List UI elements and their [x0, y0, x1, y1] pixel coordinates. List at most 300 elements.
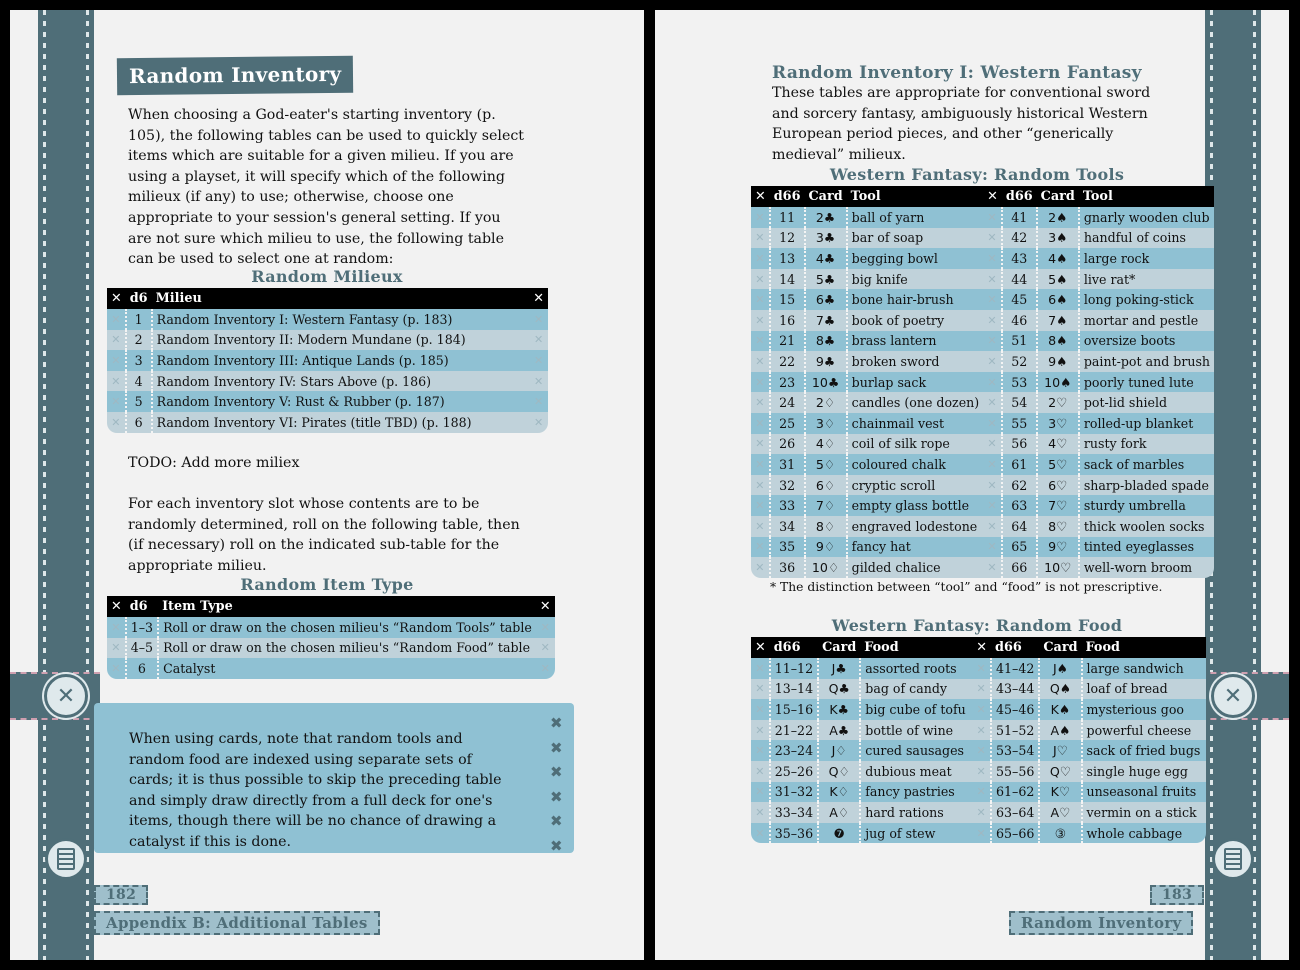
column-header-food-b: Food: [1082, 637, 1206, 658]
item-cell: broken sword: [847, 351, 984, 372]
card-cell: 3♡: [1037, 413, 1079, 434]
card-cell: 4♢: [805, 434, 847, 455]
card-cell: 5♣: [805, 269, 847, 290]
card-cell: 8♠: [1037, 331, 1079, 352]
entry-cell: Random Inventory I: Western Fantasy (p. 183): [152, 309, 530, 330]
tools-footnote: * The distinction between “tool” and “food” is not prescriptive.: [770, 580, 1163, 594]
x-icon: ✕: [751, 248, 770, 269]
table-row: [751, 454, 1214, 475]
card-cell: ③: [1039, 823, 1081, 844]
item-cell: single huge egg: [1082, 761, 1206, 782]
x-icon: ✕: [983, 289, 1002, 310]
item-type-heading: Random Item Type: [240, 575, 414, 594]
table-row: [751, 495, 1214, 516]
left-page: [10, 10, 644, 960]
card-cell: Q♢: [818, 761, 860, 782]
x-icon: ✕: [751, 495, 770, 516]
column-header-die: d6: [126, 596, 158, 617]
card-cell: 9♠: [1037, 351, 1079, 372]
item-cell: begging bowl: [847, 248, 984, 269]
card-cell: 3♣: [805, 228, 847, 249]
card-cell: K♠: [1039, 699, 1081, 720]
roll-cell: 63–64: [991, 802, 1039, 823]
column-header-tool-b: Tool: [1079, 186, 1214, 207]
x-icon: ✕: [983, 269, 1002, 290]
x-icon: ✕: [536, 596, 555, 617]
x-icon: ✕: [983, 228, 1002, 249]
x-icon: ✖: [550, 714, 563, 732]
card-cell: 7♣: [805, 310, 847, 331]
item-cell: tinted eyeglasses: [1079, 537, 1214, 558]
column-header-card-b: Card: [1037, 186, 1079, 207]
roll-cell: 14: [770, 269, 805, 290]
table-row: [751, 658, 1206, 679]
item-cell: jug of stew: [860, 823, 972, 844]
x-icon: ✕: [751, 351, 770, 372]
x-icon: ✕: [529, 412, 548, 433]
roll-cell: 1–3: [126, 617, 158, 638]
roll-cell: 41: [1002, 207, 1037, 228]
column-header-die-b: d66: [1002, 186, 1037, 207]
slot-paragraph: For each inventory slot whose contents are to be randomly determined, roll on the following table, then (if necessary) roll on the indicated sub-table for the appropriate milieu.: [128, 496, 520, 574]
entry-cell: Random Inventory II: Modern Mundane (p. 184): [152, 330, 530, 351]
roll-cell: 66: [1002, 557, 1037, 578]
roll-cell: 55: [1002, 413, 1037, 434]
table-row: [107, 309, 548, 330]
x-icon: ✕: [751, 289, 770, 310]
x-icon: ✕: [972, 658, 991, 679]
x-icon: ✕: [983, 310, 1002, 331]
x-icon: ✕: [751, 720, 770, 741]
x-icon: ✕: [751, 537, 770, 558]
card-cell: A♠: [1039, 720, 1081, 741]
item-cell: gnarly wooden club: [1079, 207, 1214, 228]
item-cell: big cube of tofu: [860, 699, 972, 720]
card-cell: 5♡: [1037, 454, 1079, 475]
column-header-milieu: Milieu: [152, 288, 530, 309]
roll-cell: 24: [770, 392, 805, 413]
column-header-card-a: Card: [805, 186, 847, 207]
table-row: [751, 740, 1206, 761]
card-cell: 8♡: [1037, 516, 1079, 537]
item-cell: powerful cheese: [1082, 720, 1206, 741]
card-cell: 9♣: [805, 351, 847, 372]
roll-cell: 12: [770, 228, 805, 249]
card-cell: 9♡: [1037, 537, 1079, 558]
column-header-card-b: Card: [1039, 637, 1081, 658]
item-cell: coil of silk rope: [847, 434, 984, 455]
table-row: [751, 823, 1206, 844]
x-icon: ✕: [751, 516, 770, 537]
card-cell: J♣: [818, 658, 860, 679]
x-icon: ✕: [972, 761, 991, 782]
item-cell: rusty fork: [1079, 434, 1214, 455]
item-cell: empty glass bottle: [847, 495, 984, 516]
item-cell: hard rations: [860, 802, 972, 823]
table-row: [751, 392, 1214, 413]
x-icon: ✕: [983, 413, 1002, 434]
x-icon: ✕: [972, 720, 991, 741]
roll-cell: 6: [126, 658, 158, 679]
x-icon: ✕: [983, 495, 1002, 516]
x-icon: ✖: [550, 836, 563, 855]
x-icon: ✕: [751, 823, 770, 844]
x-icon: ✕: [983, 392, 1002, 413]
item-type-table: [107, 596, 555, 679]
x-icon: ✕: [751, 186, 770, 207]
roll-cell: 1: [126, 309, 152, 330]
card-cell: K♢: [818, 782, 860, 803]
table-row: [751, 557, 1214, 578]
table-row: [751, 434, 1214, 455]
roll-cell: 34: [770, 516, 805, 537]
roll-cell: 63: [1002, 495, 1037, 516]
card-cell: Q♡: [1039, 761, 1081, 782]
card-cell: 4♣: [805, 248, 847, 269]
x-icon: ✕: [536, 638, 555, 659]
note-x-column: [550, 713, 566, 857]
card-cell: 4♡: [1037, 434, 1079, 455]
card-cell: 2♡: [1037, 392, 1079, 413]
roll-cell: 54: [1002, 392, 1037, 413]
item-cell: oversize boots: [1079, 331, 1214, 352]
item-cell: bar of soap: [847, 228, 984, 249]
card-cell: A♢: [818, 802, 860, 823]
item-cell: well-worn broom: [1079, 557, 1214, 578]
card-cell: A♡: [1039, 802, 1081, 823]
card-cell: 3♠: [1037, 228, 1079, 249]
section-title: Random Inventory I: Western Fantasy: [772, 63, 1142, 83]
column-header-die: d6: [126, 288, 152, 309]
roll-cell: 62: [1002, 475, 1037, 496]
x-icon: ✕: [529, 309, 548, 330]
x-icon: ✕: [751, 782, 770, 803]
x-icon: ✕: [751, 637, 770, 658]
roll-cell: 61–62: [991, 782, 1039, 803]
table-row: [107, 658, 555, 679]
column-header-tool-a: Tool: [847, 186, 984, 207]
cards-note: [94, 703, 574, 853]
x-icon: ✕: [751, 475, 770, 496]
table-row: [751, 782, 1206, 803]
card-cell: 7♢: [805, 495, 847, 516]
card-cell: 2♣: [805, 207, 847, 228]
x-icon: ✕: [107, 350, 126, 371]
x-icon: ✕: [536, 617, 555, 638]
item-cell: assorted roots: [860, 658, 972, 679]
cards-note-text: When using cards, note that random tools and random food are indexed using separate sets of cards; it is thus possible to skip the preceding table and simply draw directly from a full deck for one's items, though there will be no chance of drawing a catalyst if this is done.: [129, 731, 502, 850]
item-cell: fancy pastries: [860, 782, 972, 803]
column-header-item-type: Item Type: [158, 596, 536, 617]
entry-cell: Random Inventory III: Antique Lands (p. 185): [152, 350, 530, 371]
item-cell: book of poetry: [847, 310, 984, 331]
document-medallion-icon: [45, 838, 87, 880]
card-cell: 4♠: [1037, 248, 1079, 269]
x-icon: ✕: [107, 288, 126, 309]
food-heading: Western Fantasy: Random Food: [831, 616, 1123, 635]
table-row: [751, 720, 1206, 741]
table-row: [107, 638, 555, 659]
x-icon: ✕: [751, 331, 770, 352]
item-cell: vermin on a stick: [1082, 802, 1206, 823]
x-icon: ✕: [972, 802, 991, 823]
tools-heading: Western Fantasy: Random Tools: [829, 165, 1125, 184]
roll-cell: 21–22: [770, 720, 818, 741]
item-cell: burlap sack: [847, 372, 984, 393]
right-page: [655, 10, 1289, 960]
table-row: [751, 372, 1214, 393]
todo-text: TODO: Add more miliex: [128, 455, 300, 471]
item-cell: handful of coins: [1079, 228, 1214, 249]
roll-cell: 35–36: [770, 823, 818, 844]
roll-cell: 2: [126, 330, 152, 351]
x-icon: ✕: [983, 331, 1002, 352]
roll-cell: 16: [770, 310, 805, 331]
item-cell: mysterious goo: [1082, 699, 1206, 720]
x-icon: ✕: [751, 310, 770, 331]
item-cell: big knife: [847, 269, 984, 290]
roll-cell: 56: [1002, 434, 1037, 455]
x-icon: ✕: [107, 391, 126, 412]
item-cell: large rock: [1079, 248, 1214, 269]
roll-cell: 42: [1002, 228, 1037, 249]
roll-cell: 22: [770, 351, 805, 372]
column-header-die-b: d66: [991, 637, 1039, 658]
item-cell: whole cabbage: [1082, 823, 1206, 844]
item-cell: dubious meat: [860, 761, 972, 782]
running-footer: Random Inventory: [1009, 911, 1193, 935]
roll-cell: 15–16: [770, 699, 818, 720]
table-row: [751, 351, 1214, 372]
x-icon: ✕: [529, 350, 548, 371]
milieux-heading: Random Milieux: [251, 267, 403, 286]
x-icon: ✕: [751, 740, 770, 761]
table-row: [751, 248, 1214, 269]
table-row: [751, 761, 1206, 782]
table-row: [751, 475, 1214, 496]
x-icon: ✕: [983, 186, 1002, 207]
item-cell: large sandwich: [1082, 658, 1206, 679]
roll-cell: 53: [1002, 372, 1037, 393]
table-row: [107, 350, 548, 371]
column-header-food-a: Food: [860, 637, 972, 658]
x-icon: ✕: [751, 228, 770, 249]
roll-cell: 43–44: [991, 679, 1039, 700]
x-icon: ✕: [972, 740, 991, 761]
item-cell: sharp-bladed spade: [1079, 475, 1214, 496]
x-icon: ✕: [107, 412, 126, 433]
item-cell: chainmail vest: [847, 413, 984, 434]
item-cell: engraved lodestone: [847, 516, 984, 537]
entry-cell: Random Inventory IV: Stars Above (p. 186): [152, 371, 530, 392]
x-icon: ✕: [107, 596, 126, 617]
table-row: [751, 310, 1214, 331]
x-icon: ✕: [972, 823, 991, 844]
x-icon: ✕: [983, 351, 1002, 372]
roll-cell: 3: [126, 350, 152, 371]
table-row: [107, 330, 548, 351]
item-cell: unseasonal fruits: [1082, 782, 1206, 803]
roll-cell: 26: [770, 434, 805, 455]
card-cell: 5♢: [805, 454, 847, 475]
x-icon: ✕: [751, 679, 770, 700]
card-cell: 3♢: [805, 413, 847, 434]
table-row: [107, 371, 548, 392]
entry-cell: Catalyst: [158, 658, 536, 679]
table-row: [751, 413, 1214, 434]
x-icon: ✕: [983, 454, 1002, 475]
card-cell: 5♠: [1037, 269, 1079, 290]
roll-cell: 51–52: [991, 720, 1039, 741]
table-row: [751, 699, 1206, 720]
tools-table: [751, 186, 1214, 578]
x-icon: ✕: [983, 248, 1002, 269]
running-footer: Appendix B: Additional Tables: [94, 911, 380, 935]
x-icon: ✕: [536, 658, 555, 679]
roll-cell: 61: [1002, 454, 1037, 475]
table-row: [751, 679, 1206, 700]
item-cell: ball of yarn: [847, 207, 984, 228]
card-cell: 6♡: [1037, 475, 1079, 496]
x-icon: ✕: [529, 330, 548, 351]
x-icon: ✕: [751, 658, 770, 679]
table-row: [751, 331, 1214, 352]
card-cell: K♡: [1039, 782, 1081, 803]
x-icon: ✖: [550, 787, 563, 806]
x-icon: ✕: [751, 761, 770, 782]
x-icon: ✕: [983, 516, 1002, 537]
x-icon: ✖: [550, 738, 563, 757]
roll-cell: 6: [126, 412, 152, 433]
card-cell: 6♣: [805, 289, 847, 310]
roll-cell: 33: [770, 495, 805, 516]
roll-cell: 44: [1002, 269, 1037, 290]
entry-cell: Roll or draw on the chosen milieu's “Random Tools” table: [158, 617, 536, 638]
item-cell: thick woolen socks: [1079, 516, 1214, 537]
x-icon: ✕: [972, 637, 991, 658]
page-number: 182: [94, 885, 148, 905]
food-table: [751, 637, 1206, 843]
card-cell: Q♠: [1039, 679, 1081, 700]
x-icon: ✕: [751, 207, 770, 228]
card-cell: 10♡: [1037, 557, 1079, 578]
card-cell: A♣: [818, 720, 860, 741]
roll-cell: 65: [1002, 537, 1037, 558]
intro-paragraph: When choosing a God-eater's starting inventory (p. 105), the following tables can be used to quickly select items which are suitable for a given milieu. If you are using a playset, it will specify which of the following milieux (if any) to use; otherwise, choose one appropriate to your session's general setting. If you are not sure which milieu to use, the following table can be used to select one at random:: [128, 107, 524, 268]
x-icon: ✕: [107, 617, 126, 638]
card-cell: 7♡: [1037, 495, 1079, 516]
entry-cell: Random Inventory V: Rust & Rubber (p. 187): [152, 391, 530, 412]
x-icon: ✕: [751, 557, 770, 578]
card-cell: 8♣: [805, 331, 847, 352]
column-header-card-a: Card: [818, 637, 860, 658]
item-cell: bag of candy: [860, 679, 972, 700]
x-icon: ✕: [751, 454, 770, 475]
roll-cell: 23: [770, 372, 805, 393]
roll-cell: 53–54: [991, 740, 1039, 761]
document-medallion-icon: [1212, 838, 1254, 880]
roll-cell: 55–56: [991, 761, 1039, 782]
roll-cell: 23–24: [770, 740, 818, 761]
table-row: [751, 802, 1206, 823]
x-icon: ✕: [751, 699, 770, 720]
item-cell: cryptic scroll: [847, 475, 984, 496]
card-cell: K♣: [818, 699, 860, 720]
roll-cell: 31–32: [770, 782, 818, 803]
item-cell: bone hair-brush: [847, 289, 984, 310]
item-cell: paint-pot and brush: [1079, 351, 1214, 372]
item-cell: brass lantern: [847, 331, 984, 352]
x-icon: ✕: [529, 391, 548, 412]
x-icon: ✕: [983, 372, 1002, 393]
roll-cell: 33–34: [770, 802, 818, 823]
x-icon: ✕: [107, 371, 126, 392]
x-icon: ✕: [107, 309, 126, 330]
x-icon: ✕: [529, 371, 548, 392]
x-icon: ✕: [751, 434, 770, 455]
card-cell: J♢: [818, 740, 860, 761]
item-cell: mortar and pestle: [1079, 310, 1214, 331]
item-cell: long poking-stick: [1079, 289, 1214, 310]
x-icon: ✕: [529, 288, 548, 309]
roll-cell: 11–12: [770, 658, 818, 679]
item-cell: sack of marbles: [1079, 454, 1214, 475]
card-cell: 10♠: [1037, 372, 1079, 393]
x-icon: ✕: [751, 413, 770, 434]
roll-cell: 43: [1002, 248, 1037, 269]
card-cell: 2♠: [1037, 207, 1079, 228]
x-icon: ✕: [751, 802, 770, 823]
item-cell: candles (one dozen): [847, 392, 984, 413]
x-icon: ✖: [550, 763, 563, 782]
entry-cell: Roll or draw on the chosen milieu's “Random Food” table: [158, 638, 536, 659]
item-cell: fancy hat: [847, 537, 984, 558]
x-icon: ✖: [550, 812, 563, 831]
item-cell: loaf of bread: [1082, 679, 1206, 700]
x-icon: ✕: [107, 638, 126, 659]
card-cell: 9♢: [805, 537, 847, 558]
page-number: 183: [1150, 885, 1204, 905]
table-row: [751, 537, 1214, 558]
entry-cell: Random Inventory VI: Pirates (title TBD) (p. 188): [152, 412, 530, 433]
roll-cell: 35: [770, 537, 805, 558]
roll-cell: 4–5: [126, 638, 158, 659]
roll-cell: 45: [1002, 289, 1037, 310]
roll-cell: 5: [126, 391, 152, 412]
card-cell: 2♢: [805, 392, 847, 413]
roll-cell: 51: [1002, 331, 1037, 352]
x-icon: ✕: [972, 699, 991, 720]
x-icon: ✕: [972, 782, 991, 803]
roll-cell: 65–66: [991, 823, 1039, 844]
roll-cell: 11: [770, 207, 805, 228]
item-cell: bottle of wine: [860, 720, 972, 741]
roll-cell: 45–46: [991, 699, 1039, 720]
close-medallion-icon: ✕: [44, 674, 88, 718]
x-icon: ✕: [107, 658, 126, 679]
roll-cell: 46: [1002, 310, 1037, 331]
item-cell: live rat*: [1079, 269, 1214, 290]
table-row: [107, 412, 548, 433]
roll-cell: 13: [770, 248, 805, 269]
item-cell: gilded chalice: [847, 557, 984, 578]
item-cell: sack of fried bugs: [1082, 740, 1206, 761]
roll-cell: 25: [770, 413, 805, 434]
item-cell: poorly tuned lute: [1079, 372, 1214, 393]
roll-cell: 4: [126, 371, 152, 392]
item-cell: coloured chalk: [847, 454, 984, 475]
card-cell: J♡: [1039, 740, 1081, 761]
